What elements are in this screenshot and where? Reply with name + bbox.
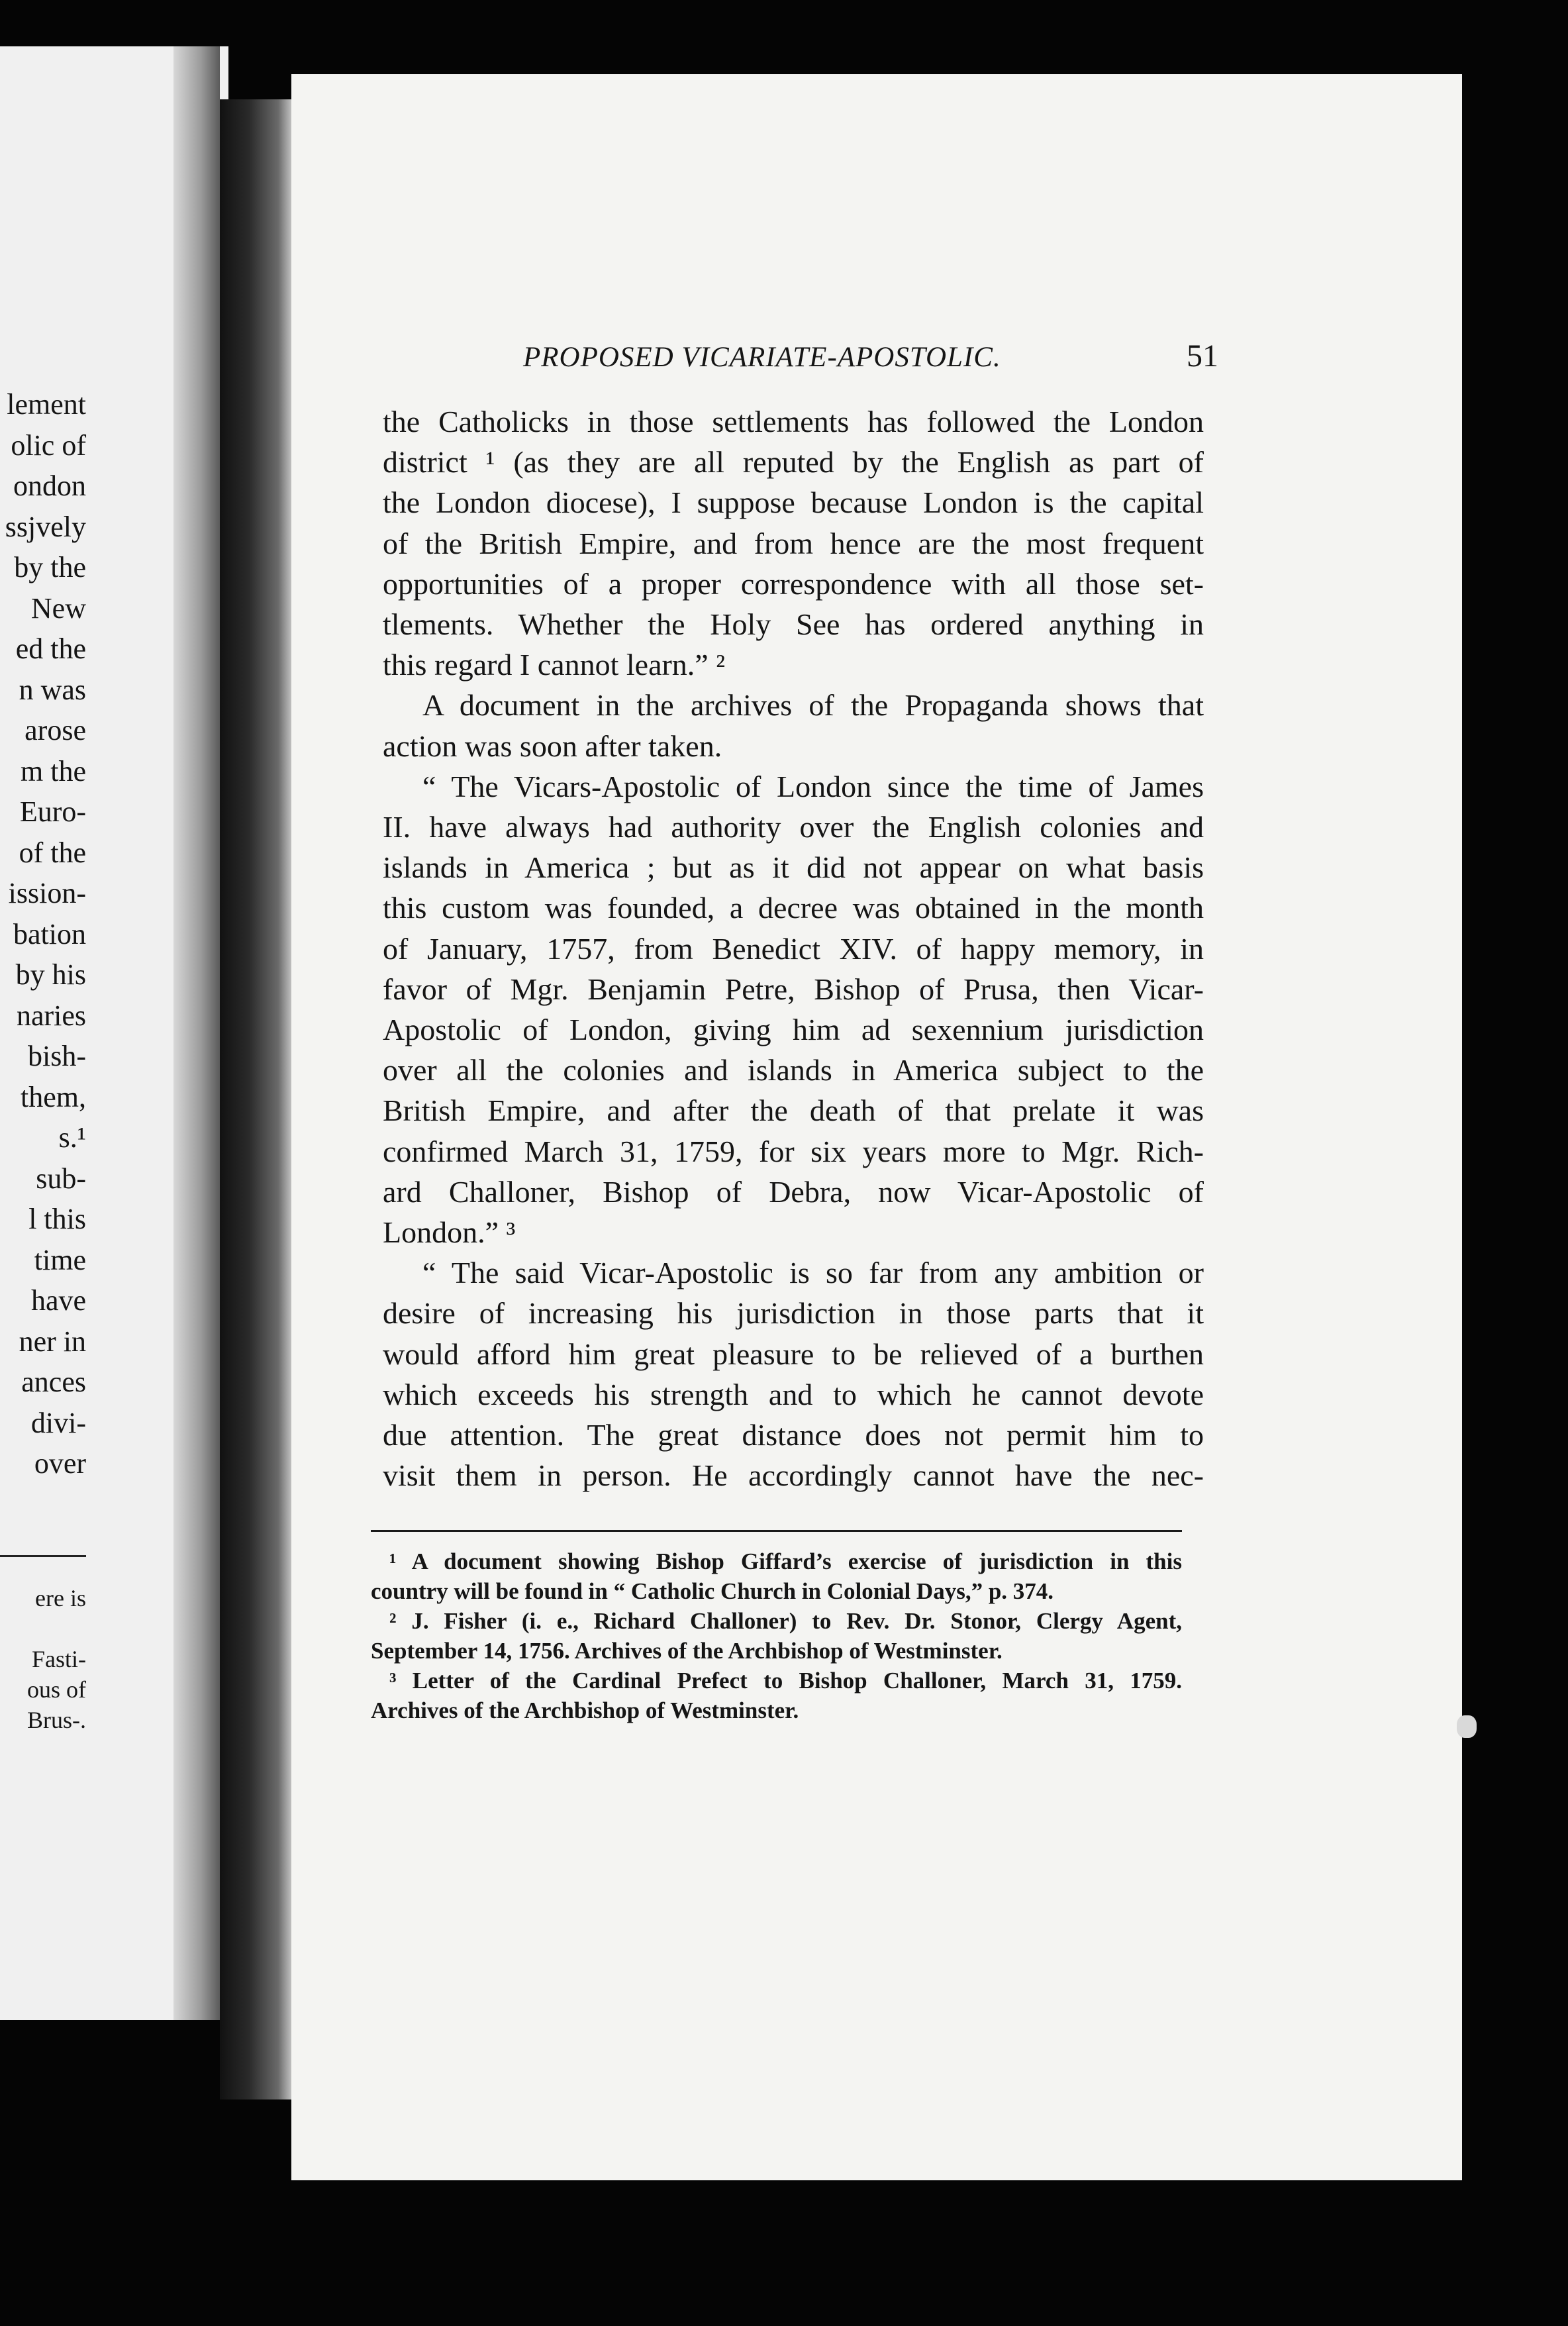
- left-page-line: ner in: [19, 1325, 86, 1358]
- body-line: the Catholicks in those settlements has followed the London: [383, 405, 1204, 438]
- left-page-line: n was: [19, 673, 86, 706]
- body-line: would afford him great pleasure to be relieved of a burthen: [383, 1337, 1204, 1371]
- body-line: over all the colonies and islands in America subject to the: [383, 1053, 1204, 1087]
- left-footnote-line: ous of: [27, 1676, 86, 1703]
- body-line: desire of increasing his jurisdiction in those parts that it: [383, 1296, 1204, 1331]
- left-page-line: s.¹: [58, 1121, 86, 1154]
- left-page-line: sub-: [36, 1162, 86, 1195]
- left-page-line: New: [30, 591, 86, 625]
- footnote-line: Archives of the Archbishop of Westminster.: [371, 1697, 799, 1723]
- body-line: tlements. Whether the Holy See has ordered anything in: [383, 607, 1204, 642]
- body-line: islands in America ; but as it did not appear on what basis: [383, 850, 1204, 885]
- left-page-line: ances: [21, 1366, 86, 1398]
- left-footnote-line: ere is: [35, 1585, 86, 1611]
- body-line: Apostolic of London, giving him ad sexennium jurisdiction: [383, 1013, 1204, 1047]
- footnote-rule: [371, 1530, 1182, 1532]
- left-page-line: have: [30, 1284, 86, 1317]
- page-number: 51: [1187, 338, 1218, 374]
- left-page-line: m the: [21, 754, 86, 787]
- body-line: ard Challoner, Bishop of Debra, now Vicar-Apostolic of: [383, 1174, 1204, 1209]
- left-page-line: divi-: [30, 1406, 86, 1439]
- left-page-line: bation: [13, 917, 86, 950]
- left-page-line: l this: [28, 1203, 86, 1235]
- left-page-line: ondon: [13, 470, 86, 502]
- left-page-line: time: [34, 1243, 86, 1276]
- left-footnote-rule: [0, 1555, 86, 1557]
- footnote-line: ¹ A document showing Bishop Giffard’s exercise of jurisdiction in this: [389, 1548, 1182, 1574]
- body-line: “ The said Vicar-Apostolic is so far from any ambition or: [422, 1256, 1204, 1290]
- left-page-line: naries: [16, 999, 86, 1032]
- left-footnote-line: Brus-.: [27, 1707, 86, 1733]
- body-line: district ¹ (as they are all reputed by the English as part of: [383, 445, 1204, 480]
- left-page-text: [0, 384, 86, 1484]
- body-line: of January, 1757, from Benedict XIV. of happy memory, in: [383, 931, 1204, 966]
- left-page-line: ssjvely: [5, 510, 86, 543]
- body-line: British Empire, and after the death of that prelate it was: [383, 1093, 1204, 1128]
- left-page-line: by the: [14, 551, 86, 583]
- left-page-line: them,: [21, 1080, 86, 1113]
- left-page-line: of the: [19, 836, 86, 869]
- body-line: A document in the archives of the Propaganda shows that: [422, 688, 1204, 723]
- body-line: visit them in person. He accordingly cannot have the nec-: [383, 1458, 1204, 1493]
- body-line: this custom was founded, a decree was obtained in the month: [383, 891, 1204, 925]
- left-page-edge: [173, 46, 220, 2020]
- body-line: “ The Vicars-Apostolic of London since the time of James: [422, 769, 1204, 803]
- body-line: the London diocese), I suppose because London is the capital: [383, 485, 1204, 520]
- body-line: which exceeds his strength and to which he cannot devote: [383, 1377, 1204, 1411]
- left-page-line: bish-: [28, 1040, 86, 1072]
- left-page-line: arose: [24, 714, 86, 746]
- binding-shadow: [220, 99, 293, 2099]
- body-line: this regard I cannot learn.” ²: [383, 648, 726, 682]
- left-page-line: ed the: [15, 632, 86, 665]
- running-head: [523, 338, 1218, 378]
- body-line: London.” ³: [383, 1215, 516, 1250]
- footnote-line: ² J. Fisher (i. e., Richard Challoner) to Rev. Dr. Stonor, Clergy Agent,: [389, 1608, 1182, 1634]
- running-title: PROPOSED VICARIATE-APOSTOLIC.: [523, 342, 1001, 373]
- body-line: II. have always had authority over the English colonies and: [383, 810, 1204, 844]
- footnotes: [371, 1546, 1182, 1725]
- left-page-footnotes: [0, 1583, 86, 1735]
- left-footnote-line: [0, 1613, 86, 1644]
- page-edge-mark: [1457, 1715, 1477, 1738]
- footnote-line: ³ Letter of the Cardinal Prefect to Bishop Challoner, March 31, 1759.: [389, 1668, 1182, 1694]
- footnote-line: September 14, 1756. Archives of the Archbishop of Westminster.: [371, 1638, 1003, 1664]
- body-line: of the British Empire, and from hence are the most frequent: [383, 526, 1204, 560]
- body-text: [383, 401, 1204, 1495]
- left-page-line: by his: [15, 958, 86, 991]
- left-page-line: lement: [7, 388, 86, 421]
- body-line: due attention. The great distance does not permit him to: [383, 1418, 1204, 1452]
- left-page-line: ission-: [8, 877, 86, 909]
- body-line: action was soon after taken.: [383, 729, 722, 763]
- footnote-line: country will be found in “ Catholic Church in Colonial Days,” p. 374.: [371, 1578, 1054, 1604]
- body-line: confirmed March 31, 1759, for six years more to Mgr. Rich-: [383, 1134, 1204, 1168]
- left-page-line: over: [34, 1447, 86, 1480]
- body-line: opportunities of a proper correspondence with all those set-: [383, 566, 1204, 601]
- left-page-line: olic of: [11, 429, 86, 462]
- left-page-line: Euro-: [19, 795, 86, 828]
- body-line: favor of Mgr. Benjamin Petre, Bishop of Prusa, then Vicar-: [383, 972, 1204, 1006]
- left-footnote-line: Fasti-: [31, 1646, 86, 1672]
